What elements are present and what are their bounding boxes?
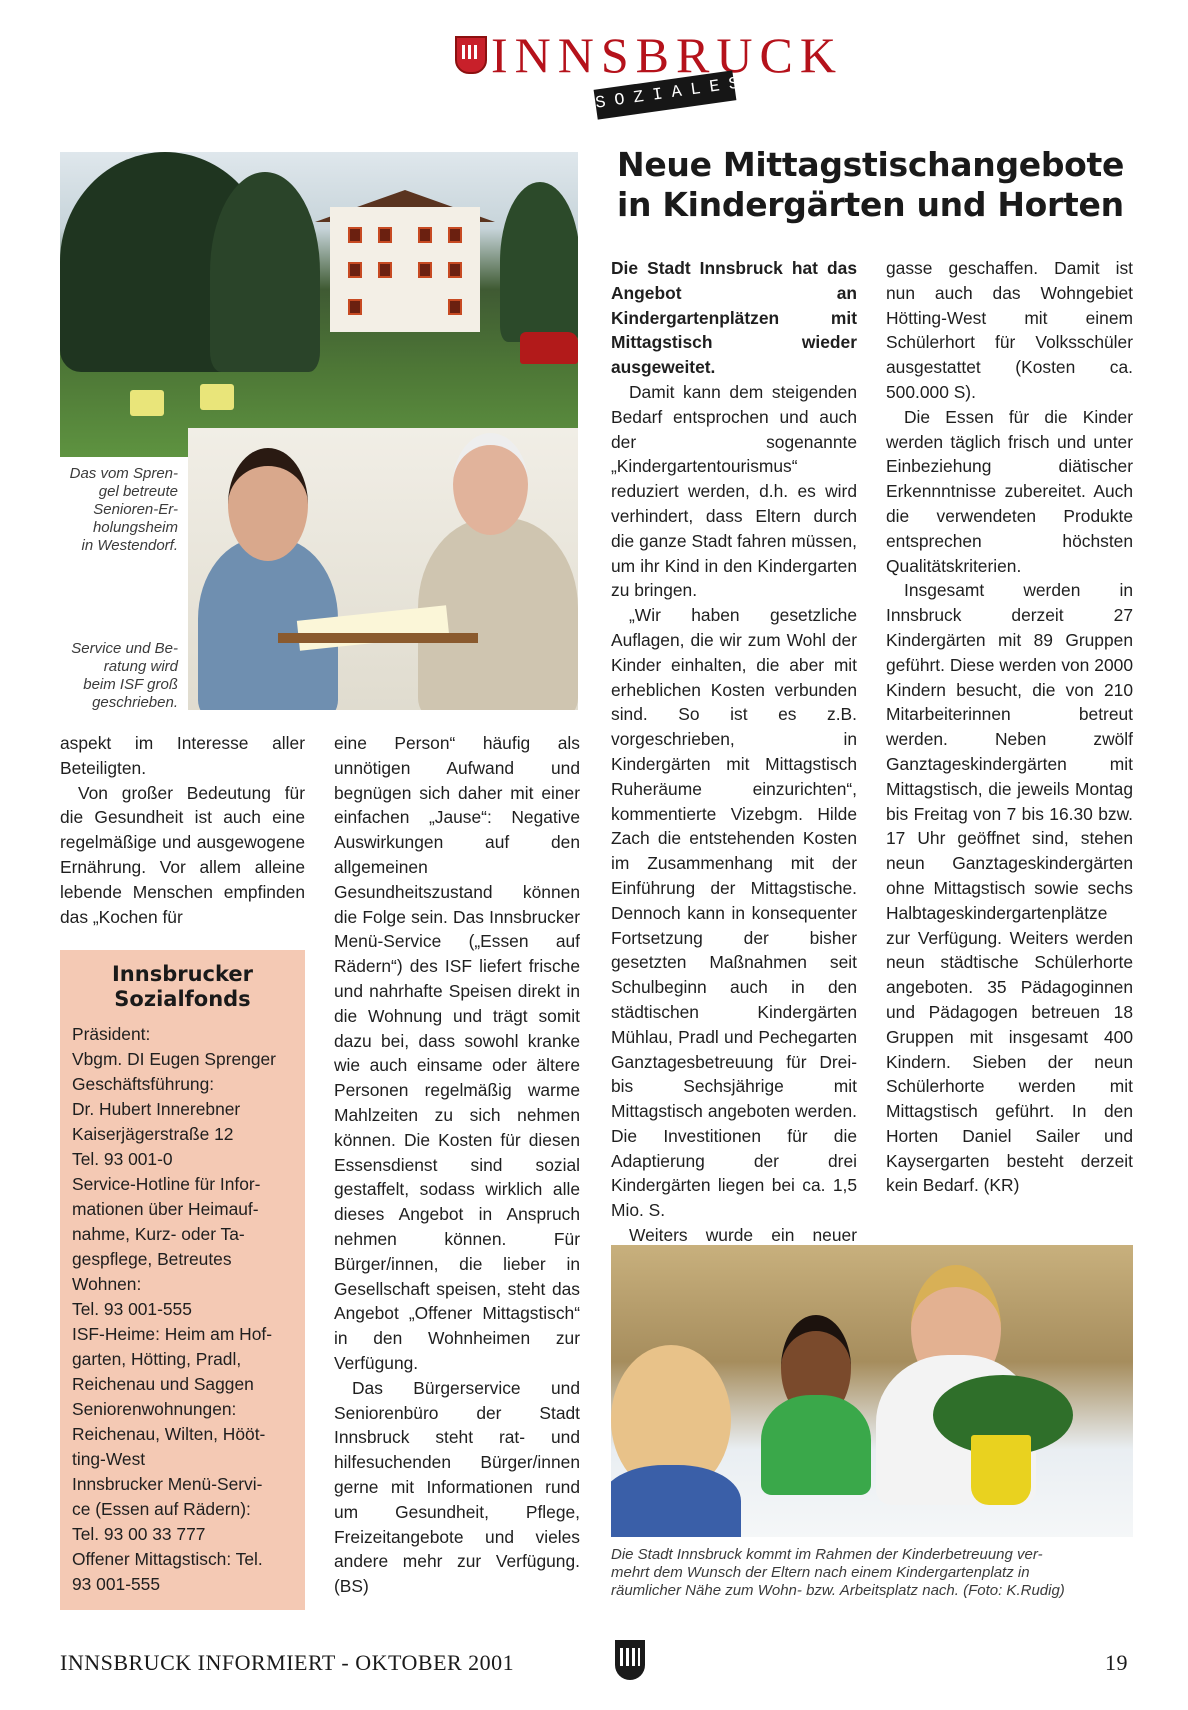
paragraph: gasse geschaffen. Damit ist nun auch das Wohngebiet Hötting-West mit einem Schülerhort für Volksschüler ausgestattet (Kosten ca. 500.000 S). [886, 258, 1133, 402]
caption-photo2: Service und Be- ratung wird beim ISF groß geschrieben. [71, 640, 178, 711]
paragraph: „Wir haben gesetzliche Auflagen, die wir zum Wohl der Kinder einhalten, die aber mit erheblichen Kosten verbunden sind. So ist es z.B. vorgeschrieben, in Kindergärten mit Mittagstisch Ruheräume einzurichten“, kommentierte Vizebgm. Hilde Zach die entstehenden Kosten im Zusammenhang mit der Einführung der Mittagstische. Dennoch kann in konsequenter Fortsetzung der bisher gesetzten Maßnahmen seit Schulbeginn auch in den städtischen Kindergärten Mühlau, Pradl und Pechegarten Ganztagesbetreuung für Drei- bis Sechsjährige mit Mittagstisch angeboten werden. Die Investitionen für die Adaptierung der drei Kindergärten liegen bei ca. 1,5 Mio. S. [611, 605, 857, 1221]
infobox-title: Innsbrucker Sozialfonds [111, 962, 253, 1011]
column-1 [60, 731, 305, 929]
column-3 [611, 256, 857, 1273]
caption-photo1: Das vom Spren- gel betreute Senioren-Er- holungsheim in Westendorf. [69, 465, 178, 554]
paragraph: Insgesamt werden in Innsbruck derzeit 27 Kindergärten mit 89 Gruppen geführt. Diese werden von 2000 Kindern besucht, die von 210 Mitarbeiterinnen betreut werden. Neben zwölf Ganztageskindergärten mit Mittagstisch, die jeweils Montag bis Freitag von 7 bis 16.30 bzw. 17 Uhr geöffnet sind, stehen neun Ganztageskindergärten ohne Mittagstisch sowie sechs Halbtageskindergartenplätze zur Verfügung. Weiters werden neun städtische Schülerhorte angeboten. 35 Pädagoginnen und Pädagogen betreuen 18 Gruppen mit insgesamt 400 Kindern. Sieben der neun Schülerhorte werden mit Mittagstisch geführt. In den Horten Daniel Sailer und Kaysergarten besteht derzeit kein Bedarf. (KR) [886, 580, 1133, 1196]
infobox-contacts: Präsident: Vbgm. DI Eugen Sprenger Geschäftsführung: Dr. Hubert Innerebner Kaiserjägerstraße 12 Tel. 93 001-0 Service-Hotline für Infor- mationen über Heimauf- nahme, Kurz- oder Ta- gespflege, Betreutes Wohnen: Tel. 93 001-555 ISF-Heime: Heim am Hof- garten, Hötting, Pradl, Reichenau und Saggen Seniorenwohnungen: Reichenau, Wilten, Hööt- ting-West Innsbrucker Menü-Servi- ce (Essen auf Rädern): Tel. 93 00 33 777 Offener Mittagstisch: Tel. 93 001-555 [72, 1024, 276, 1594]
photo-senior-home [60, 152, 578, 457]
lead-paragraph: Die Stadt Innsbruck hat das Angebot an Kindergartenplätzen mit Mittagstisch wieder ausgeweitet. [611, 258, 857, 378]
column-2 [334, 731, 580, 1599]
paragraph: aspekt im Interesse aller Beteiligten. [60, 733, 305, 778]
innsbruck-crest-icon [615, 1640, 645, 1680]
paragraph: Das Bürgerservice und Seniorenbüro der Stadt Innsbruck steht rat- und hilfesuchenden Bürger/innen gerne mit Informationen rund um Gesundheit, Pflege, Freizeitangebote und vieles andere mehr zur Verfügung. (BS) [334, 1377, 580, 1597]
section-ribbon: SOZIALES [594, 70, 737, 119]
paragraph: eine Person“ häufig als unnötigen Aufwand und begnügen sich daher mit einer einfachen „Jause“: Negative Auswirkungen auf den allgemeinen Gesundheitszustand können die Folge sein. Das Innsbrucker Menü-Service („Essen auf Rädern“) des ISF liefert frische und nahrhafte Speisen direkt in die Wohnung und trägt somit dazu bei, dass sowohl kranke wie auch einsame oder ältere Personen regelmäßig warme Mahlzeiten zu sich nehmen können. Die Kosten für diesen Essensdienst sind sozial gestaffelt, sodass wirklich alle dieses Angebot in Anspruch nehmen können. Für Bürger/innen, die lieber in Gesellschaft speisen, steht das Angebot „Offener Mittagstisch“ in den Wohnheimen zur Verfügung. [334, 733, 580, 1373]
paragraph: Damit kann dem steigenden Bedarf entsprochen und auch der sogenannte „Kindergartentourismus“ reduziert werden, d.h. es wird verhindert, dass Eltern durch die ganze Stadt fahren müssen, um ihr Kind in den Kindergarten zu bringen. [611, 381, 857, 601]
column-4 [886, 256, 1133, 1198]
photo-kindergarten [611, 1245, 1133, 1537]
article-headline [617, 145, 1137, 225]
paragraph: Weiters wurde ein neuer [629, 1225, 857, 1246]
innsbruck-crest-icon [455, 36, 487, 74]
caption-photo3: Die Stadt Innsbruck kommt im Rahmen der Kinderbetreuung ver- mehrt dem Wunsch der Eltern nach einem Kindergartenplatz in räumlicher Nähe zum Wohn- bzw. Arbeitsplatz nach. (Foto: K.Rudig) [611, 1546, 1065, 1599]
footer-publication: INNSBRUCK INFORMIERT - OKTOBER 2001 [60, 1650, 515, 1675]
masthead-brand: INNSBRUCK [491, 27, 843, 83]
page-number: 19 [1105, 1650, 1128, 1675]
masthead [455, 27, 843, 118]
paragraph: Die Essen für die Kinder werden täglich frisch und unter Einbeziehung diätischer Erkennntnisse zubereitet. Auch die verwendeten Produkte entsprechen höchsten Qualitätskriterien. [886, 406, 1133, 576]
infobox-sozialfonds [60, 950, 305, 1610]
paragraph: Von großer Bedeutung für die Gesundheit ist auch eine regelmäßige und ausgewogene Ernährung. Vor allem alleine lebende Menschen empfinden das „Kochen für [60, 782, 305, 927]
headline-line2: in Kindergärten und Horten [617, 185, 1124, 224]
photo-consultation [188, 428, 578, 710]
headline-line1: Neue Mittagstischangebote [617, 145, 1125, 184]
